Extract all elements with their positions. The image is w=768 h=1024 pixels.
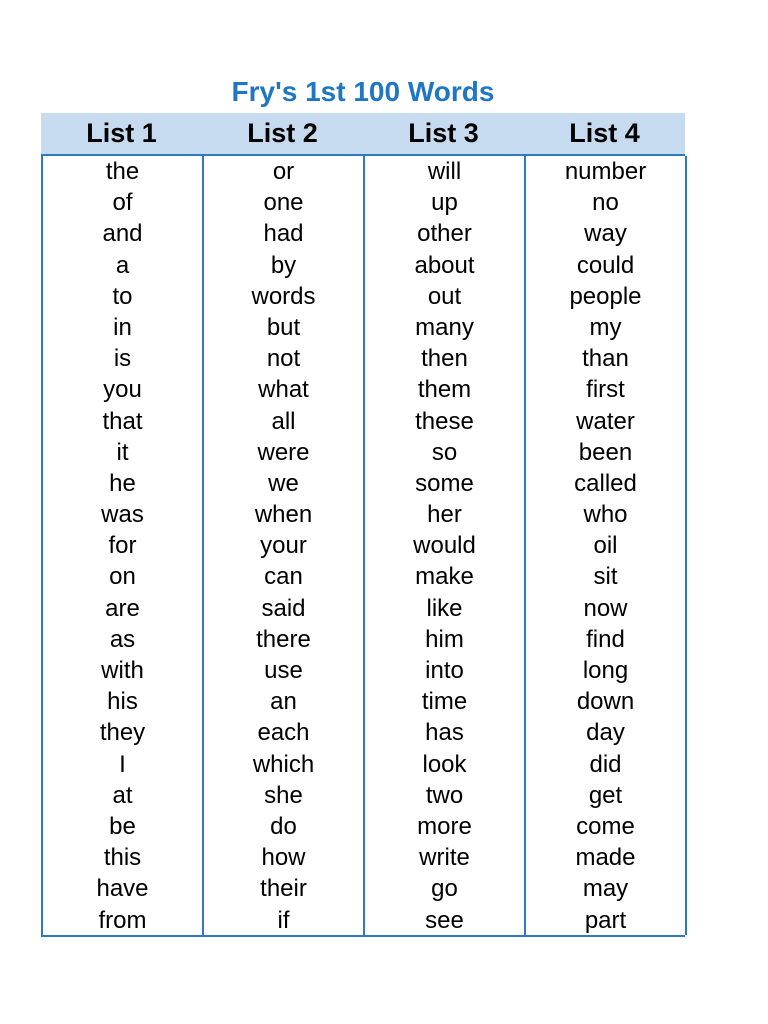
list-3-word: time [421, 688, 468, 716]
list-1-word: in [113, 313, 132, 341]
list-3-word: them [417, 376, 472, 404]
list-3-word: him [425, 625, 464, 653]
list-1-column [43, 156, 204, 935]
list-3-word: these [415, 407, 474, 435]
list-3-word: more [417, 812, 472, 840]
list-2-word: each [257, 719, 310, 747]
list-4-header: List 4 [569, 118, 640, 148]
list-3-word: make [415, 563, 474, 591]
list-3-word: about [414, 251, 475, 279]
list-2-word: how [261, 844, 306, 872]
list-4-word: sit [593, 563, 618, 591]
list-4-word: who [583, 501, 628, 529]
list-4-word: down [576, 688, 635, 716]
list-4-word: water [576, 407, 635, 435]
list-3-word: like [426, 594, 463, 622]
list-2-word: or [272, 158, 295, 185]
list-2-word: said [261, 594, 306, 622]
list-1-word: are [105, 594, 140, 622]
list-1-word: to [112, 282, 133, 310]
list-1-word: of [112, 189, 133, 217]
list-3-word: go [431, 875, 458, 903]
list-3-word: see [425, 906, 464, 934]
list-4-word: made [575, 844, 636, 872]
list-3-word: out [427, 282, 462, 310]
list-3-word: so [431, 438, 458, 466]
word-grid [41, 154, 685, 937]
list-1-word: have [96, 875, 149, 903]
list-4-column [526, 156, 687, 935]
list-3-header: List 3 [408, 118, 479, 148]
list-2-word: but [266, 313, 301, 341]
list-4-word: long [582, 657, 629, 684]
list-4-word: number [564, 158, 647, 185]
list-3-word: many [415, 313, 474, 341]
list-2-word: she [264, 781, 303, 809]
list-1-word: they [99, 719, 146, 747]
list-2-word: if [277, 906, 290, 934]
header-row [41, 113, 685, 154]
list-1-word: on [109, 563, 136, 591]
list-1-word: be [109, 812, 136, 840]
list-1-word: is [113, 345, 132, 373]
list-2-word: all [271, 407, 296, 435]
list-2-word: an [270, 688, 297, 716]
list-2-column [204, 156, 365, 935]
list-4-word: may [582, 875, 629, 903]
list-4-word: day [586, 719, 625, 747]
list-2-word: do [270, 812, 297, 840]
list-4-word: first [586, 376, 625, 404]
list-1-word: for [108, 532, 137, 560]
list-3-word: two [425, 781, 464, 809]
list-1-word: from [98, 906, 147, 934]
list-3-word: look [422, 750, 467, 778]
list-1-word: and [102, 220, 143, 248]
list-1-word: as [109, 625, 136, 653]
list-4-word: than [582, 345, 629, 373]
list-3-word: her [427, 501, 462, 529]
list-3-word: up [431, 189, 458, 217]
list-2-header: List 2 [247, 118, 318, 148]
list-4-word: called [574, 469, 637, 497]
list-1-word: at [112, 781, 133, 809]
list-4-word: find [586, 625, 625, 653]
list-2-word: we [268, 469, 299, 497]
list-1-header: List 1 [86, 118, 157, 148]
list-4-word: been [578, 438, 633, 466]
list-4-word: now [583, 594, 628, 622]
list-2-word: use [264, 657, 303, 684]
list-4-word: way [584, 220, 627, 248]
list-3-word: would [413, 532, 476, 560]
list-3-column [365, 156, 526, 935]
list-4-word: part [584, 906, 627, 934]
list-4-word: get [588, 781, 623, 809]
list-4-word: come [576, 812, 635, 840]
list-2-word: were [257, 438, 310, 466]
list-2-word: one [263, 189, 304, 217]
list-2-word: their [260, 875, 307, 903]
list-1-word: his [107, 688, 138, 716]
list-2-word: when [254, 501, 313, 529]
page-title: Fry's 1st 100 Words [231, 76, 495, 107]
list-1-word: with [101, 657, 144, 684]
list-2-word: which [252, 750, 315, 778]
list-4-word: no [592, 189, 619, 217]
list-1-word: the [105, 158, 140, 185]
list-1-word: that [102, 407, 143, 435]
list-2-word: words [251, 282, 316, 310]
list-3-word: will [427, 158, 462, 185]
list-1-word: it [116, 438, 129, 466]
list-3-word: has [425, 719, 464, 747]
list-3-word: into [425, 657, 464, 684]
list-1-word: a [115, 251, 130, 279]
list-1-word: I [119, 750, 126, 778]
list-1-word: was [101, 501, 144, 529]
list-4-word: my [589, 313, 622, 341]
list-2-word: there [256, 625, 311, 653]
list-3-word: then [421, 345, 468, 373]
list-1-word: you [103, 376, 142, 404]
list-3-word: write [419, 844, 470, 872]
list-2-word: by [270, 251, 297, 279]
list-1-word: he [109, 469, 136, 497]
list-4-word: did [589, 750, 622, 778]
list-2-word: not [266, 345, 301, 373]
list-2-word: your [260, 532, 307, 560]
list-3-word: some [415, 469, 474, 497]
list-3-word: other [417, 220, 472, 248]
list-4-word: people [569, 282, 642, 310]
list-2-word: had [263, 220, 304, 248]
word-table [41, 113, 685, 937]
list-2-word: what [258, 376, 309, 404]
list-2-word: can [264, 563, 303, 591]
list-4-word: oil [593, 532, 618, 560]
list-1-word: this [103, 844, 142, 872]
list-4-word: could [576, 251, 635, 279]
